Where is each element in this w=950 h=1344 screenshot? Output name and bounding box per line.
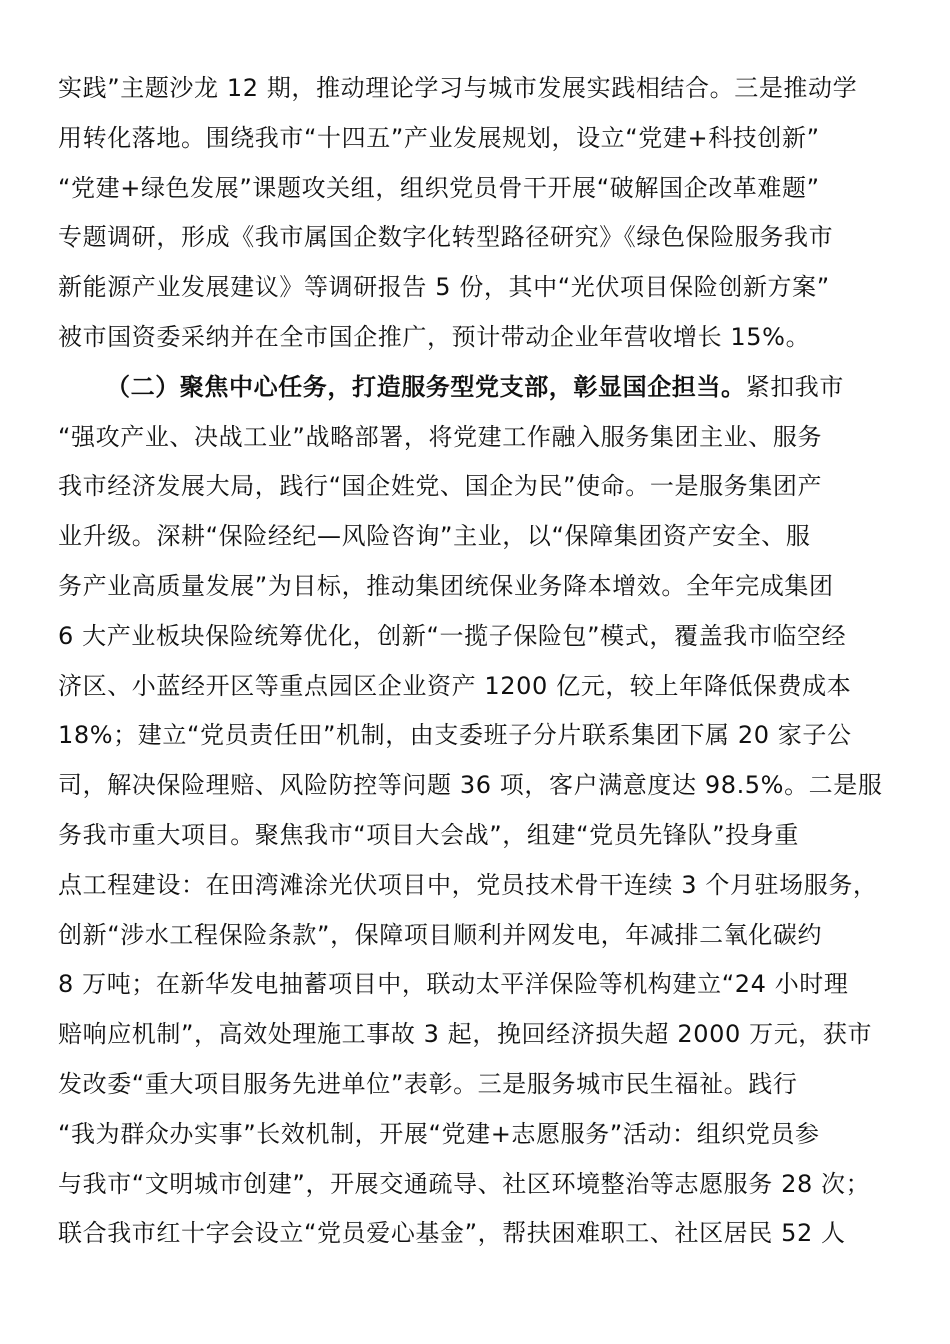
text-line: 点工程建设：在田湾滩涂光伏项目中，党员技术骨干连续 3 个月驻场服务， — [58, 870, 878, 899]
text-line: 新能源产业发展建议》等调研报告 5 份，其中“光伏项目保险创新方案” — [58, 273, 830, 302]
text-line: 业升级。深耕“保险经纪—风险咨询”主业，以“保障集团资产安全、服 — [58, 522, 811, 551]
text-line: 务我市重大项目。聚焦我市“项目大会战”，组建“党员先锋队”投身重 — [58, 820, 799, 849]
section-heading: （二）聚焦中心任务，打造服务型党支部，彰显国企担当。 — [106, 372, 746, 401]
text-line: 与我市“文明城市创建”，开展交通疏导、社区环境整治等志愿服务 28 次； — [58, 1169, 871, 1198]
text-line: 被市国资委采纳并在全市国企推广，预计带动企业年营收增长 15%。 — [58, 322, 811, 351]
text-line: 用转化落地。围绕我市“十四五”产业发展规划，设立“党建+科技创新” — [58, 123, 820, 152]
text-line: 赔响应机制”，高效处理施工事故 3 起，挽回经济损失超 2000 万元，获市 — [58, 1020, 873, 1049]
text-line: 联合我市红十字会设立“党员爱心基金”，帮扶困难职工、社区居民 52 人 — [58, 1219, 846, 1248]
text-line: 8 万吨；在新华发电抽蓄项目中，联动太平洋保险等机构建立“24 小时理 — [58, 970, 849, 999]
text-line: “党建+绿色发展”课题攻关组，组织党员骨干开展“破解国企改革难题” — [58, 173, 820, 202]
text-line: 发改委“重大项目服务先进单位”表彰。三是服务城市民生福祉。践行 — [58, 1069, 798, 1098]
text-line: 创新“涉水工程保险条款”，保障项目顺利并网发电，年减排二氧化碳约 — [58, 920, 823, 949]
text-line: 18%；建立“党员责任田”机制，由支委班子分片联系集团下属 20 家子公 — [58, 721, 852, 750]
text-line: 实践”主题沙龙 12 期，推动理论学习与城市发展实践相结合。三是推动学 — [58, 74, 858, 102]
text-line: 济区、小蓝经开区等重点园区企业资产 1200 亿元，较上年降低保费成本 — [58, 671, 852, 700]
text-line: “我为群众办实事”长效机制，开展“党建+志愿服务”活动：组织党员参 — [58, 1119, 820, 1148]
text-line: 司，解决保险理赔、风险防控等问题 36 项，客户满意度达 98.5%。二是服 — [58, 771, 883, 800]
text-line: 我市经济发展大局，践行“国企姓党、国企为民”使命。一是服务集团产 — [58, 472, 823, 501]
text-run: 紧扣我市 — [745, 372, 845, 401]
text-line: “强攻产业、决战工业”战略部署，将党建工作融入服务集团主业、服务 — [58, 422, 823, 451]
text-line: 专题调研，形成《我市属国企数字化转型路径研究》《绿色保险服务我市 — [58, 223, 834, 252]
section-heading-line — [58, 362, 888, 412]
text-line: 6 大产业板块保险统筹优化，创新“一揽子保险包”模式，覆盖我市临空经 — [58, 621, 847, 650]
text-line: 务产业高质量发展”为目标，推动集团统保业务降本增效。全年完成集团 — [58, 571, 834, 600]
document-body — [58, 63, 888, 1258]
